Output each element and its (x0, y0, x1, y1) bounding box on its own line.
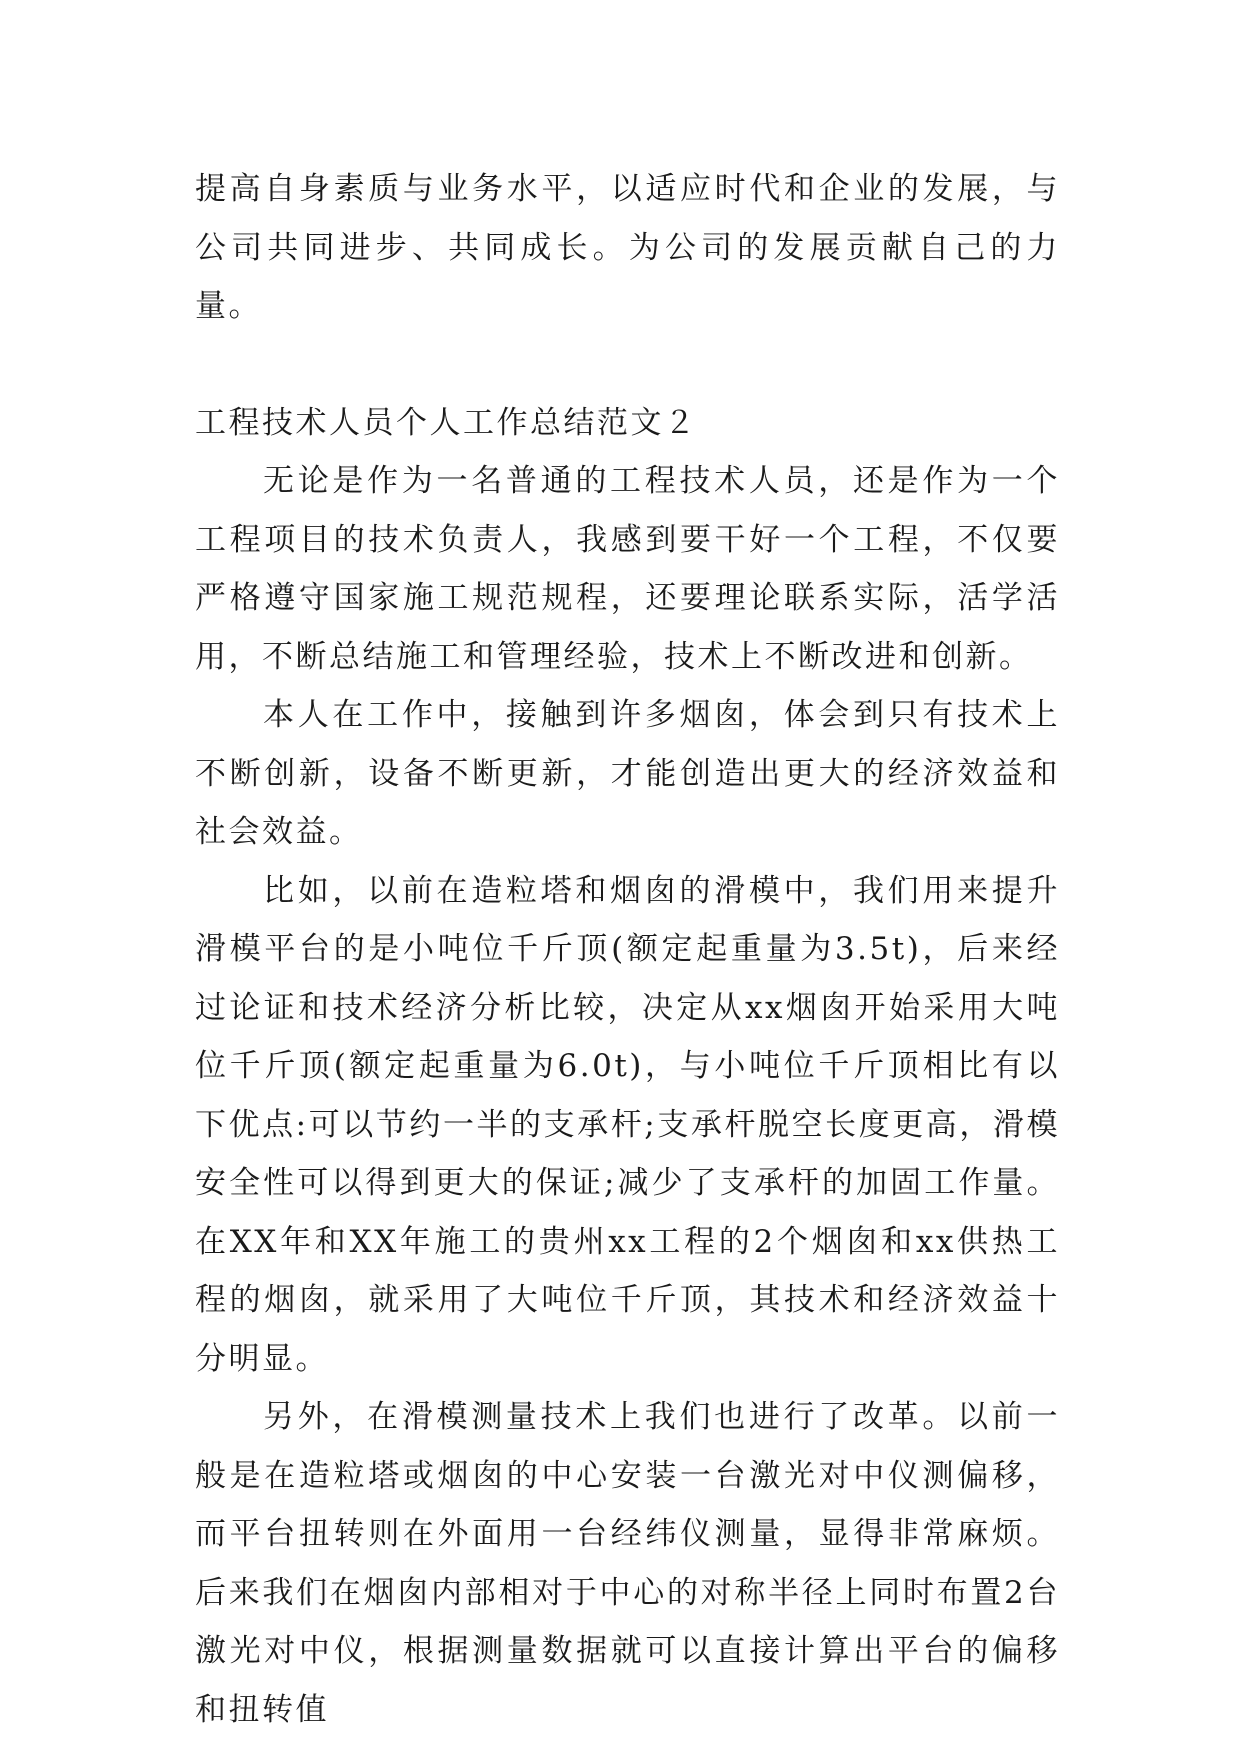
paragraph: 本人在工作中，接触到许多烟囱，体会到只有技术上不断创新，设备不断更新，才能创造出更大的经济效益和社会效益。 (195, 697, 1060, 850)
intro-paragraph: 提高自身素质与业务水平，以适应时代和企业的发展，与公司共同进步、共同成长。为公司的发展贡献自己的力量。 (195, 171, 1060, 324)
paragraph: 比如，以前在造粒塔和烟囱的滑模中，我们用来提升滑模平台的是小吨位千斤顶(额定起重量为3.5t)，后来经过论证和技术经济分析比较，决定从xx烟囱开始采用大吨位千斤顶(额定起重量为6.0t)，与小吨位千斤顶相比有以下优点:可以节约一半的支承杆;支承杆脱空长度更高，滑模安全性可以得到更大的保证;减少了支承杆的加固工作量。在XX年和XX年施工的贵州xx工程的2个烟囱和xx供热工程的烟囱，就采用了大吨位千斤顶，其技术和经济效益十分明显。 (195, 872, 1060, 1377)
paragraph: 另外，在滑模测量技术上我们也进行了改革。以前一般是在造粒塔或烟囱的中心安装一台激光对中仪测偏移，而平台扭转则在外面用一台经纬仪测量，显得非常麻烦。后来我们在烟囱内部相对于中心的对称半径上同时布置2台激光对中仪，根据测量数据就可以直接计算出平台的偏移和扭转值 (195, 1399, 1060, 1728)
document-body (195, 160, 1060, 1739)
paragraph: 无论是作为一名普通的工程技术人员，还是作为一个工程项目的技术负责人，我感到要干好一个工程，不仅要严格遵守国家施工规范规程，还要理论联系实际，活学活用，不断总结施工和管理经验，技术上不断改进和创新。 (195, 463, 1060, 675)
section-title: 工程技术人员个人工作总结范文２ (195, 404, 698, 441)
